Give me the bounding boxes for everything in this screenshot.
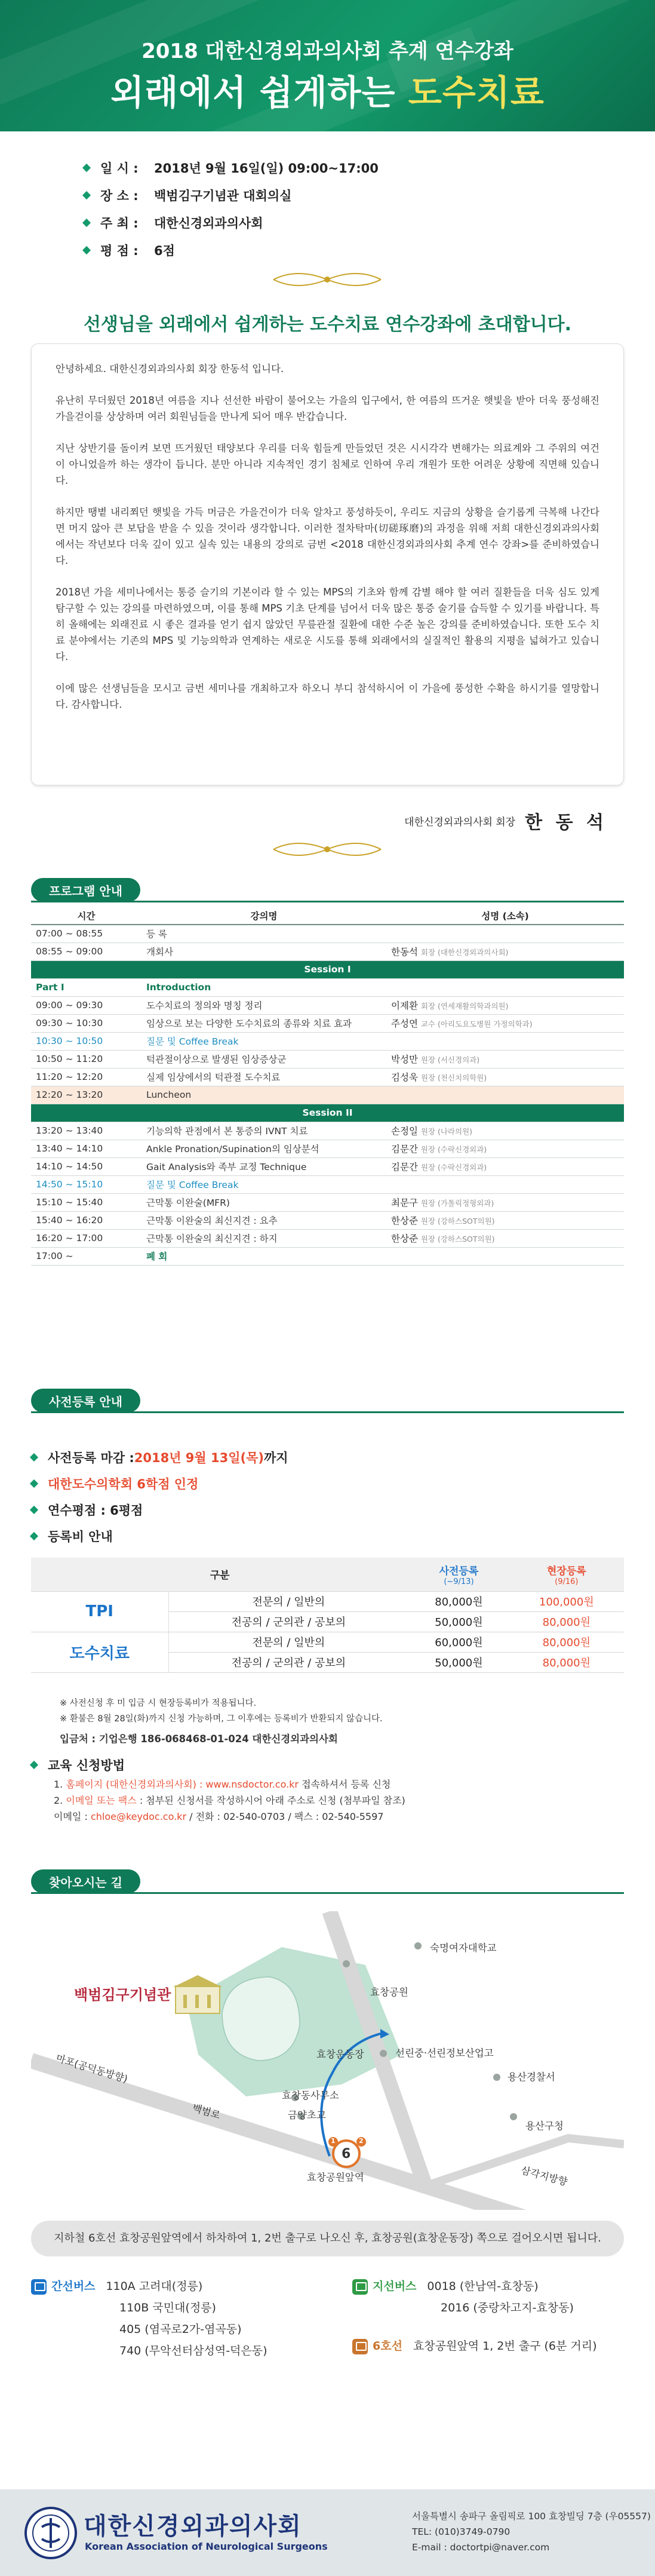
part-label: Part I: [31, 978, 142, 996]
diamond-bullet-icon: [82, 219, 91, 227]
map-label-park: 효창공원: [370, 1987, 408, 1998]
fee-onsite: 80,000원: [509, 1632, 624, 1652]
row-title: 등 록: [142, 925, 386, 942]
program-row: [31, 1140, 624, 1157]
event-info-list: [84, 154, 379, 264]
exit-2-label: 2: [359, 2137, 364, 2145]
registration-item: [31, 1497, 288, 1523]
fee-pre: 60,000원: [408, 1632, 509, 1652]
row-title: 기능의학 관점에서 본 통증의 IVNT 치료: [142, 1122, 386, 1140]
letter-paragraph: 하지만 땡볕 내리쬐던 햇빛을 가득 머금은 가을건이가 더욱 알차고 풍성하듯이, 우리도 지금의 상황을 슬기롭게 극복해 나간다면 머지 않아 큰 보답을 받을 수 있을 것이라 생각합니다. 이러한 절차탁마(切磋琢磨)의 과정을 위해 저희 대한신경외과의사회에서는 작년보다 더욱 깊이 있고 실속 있는 내용의 강의로 금번 <2018 대한신경외과의사회 추계 연수 강좌>를 준비하였습니다.: [56, 506, 599, 566]
diamond-bullet-icon: [30, 1532, 38, 1540]
fee-type: 전공의 / 군의관 / 공보의: [168, 1611, 408, 1632]
break-row: [31, 1032, 624, 1050]
speaker-name: 주성연: [391, 1018, 418, 1029]
diamond-bullet-icon: [82, 191, 91, 199]
bus-line: 2016 (중랑차고지-효창동): [441, 2301, 574, 2314]
program-row: [31, 1122, 624, 1140]
speaker-affiliation: 원장 (수락신경외과): [420, 1163, 487, 1172]
map-label-road-mapo: 마포(공덕동방향): [54, 2052, 130, 2085]
bus-line: 0018 (한남역-효창동): [427, 2280, 539, 2293]
info-key: 일 시 :: [100, 161, 139, 176]
event-subtitle: 2018 대한신경외과의사회 추계 연수강좌: [142, 39, 513, 63]
reg-text: 연수평점 : 6평점: [48, 1503, 143, 1518]
map-label-gu-office: 용산구청: [525, 2120, 564, 2132]
info-value: 6점: [154, 244, 175, 258]
fee-header-row: [31, 1558, 624, 1591]
fee-onsite: 100,000원: [509, 1591, 624, 1611]
row-title: Gait Analysis와 족부 교정 Technique: [142, 1157, 386, 1175]
info-item: [84, 154, 379, 182]
program-section-title: 프로그램 안내: [31, 878, 140, 902]
row-speaker: [386, 1193, 624, 1211]
header-banner: [0, 0, 655, 131]
speaker-affiliation: 회장 (연세재활의학과의원): [420, 1002, 509, 1011]
speaker-name: 손정일: [391, 1126, 418, 1137]
reg-text: 등록비 안내: [48, 1530, 113, 1544]
row-speaker: [386, 1050, 624, 1068]
part-row: [31, 978, 624, 996]
footer-org-name: 대한신경외과의사회: [84, 2513, 302, 2540]
subway-directions-note: 지하철 6호선 효창공원앞역에서 하차하여 1, 2번 출구로 나오신 후, 효창공원(효창운동장) 쪽으로 걸어오시면 됩니다.: [31, 2221, 624, 2256]
row-time: 16:20 ~ 17:00: [31, 1229, 142, 1247]
row-time: 08:55 ~ 09:00: [31, 942, 142, 960]
diamond-bullet-icon: [30, 1506, 38, 1514]
row-title: 폐 회: [142, 1247, 386, 1265]
map-label-road-baekbeom: 백범로: [190, 2102, 222, 2121]
section-divider: [31, 1892, 624, 1894]
fee-onsite: 80,000원: [509, 1652, 624, 1672]
section-divider: [31, 901, 624, 902]
speaker-affiliation: 원장 (서신경의과): [420, 1055, 480, 1064]
session-label: Session I: [31, 960, 624, 978]
apply-line-text: : 첨부된 신청서를 작성하시어 아래 주소로 신청 (첨부파일 참조): [136, 1795, 405, 1806]
session-row: [31, 960, 624, 978]
fee-type: 전문의 / 일반의: [168, 1591, 408, 1611]
letter-paragraph: 지난 상반기를 돌이켜 보면 뜨거웠던 태양보다 우리를 더욱 힘들게 만들었던 것은 시시각각 변해가는 의료계와 그 주위의 여건이 아니었을까 하는 생각이 듭니다. 분만 아니라 지속적인 경기 침체로 인하여 우리 개원가 또한 어려운 상황에 직면해 있습니다.: [56, 443, 599, 486]
speaker-affiliation: 원장 (수락신경외과): [420, 1145, 487, 1154]
fee-note: ※ 사전신청 후 미 입금 시 현장등록비가 적용됩니다.: [60, 1699, 257, 1708]
row-time: 09:00 ~ 09:30: [31, 996, 142, 1014]
map-label-university: 숙명여자대학교: [430, 1942, 497, 1954]
program-row: [31, 996, 624, 1014]
break-row: [31, 1175, 624, 1193]
info-key: 주 최 :: [100, 216, 139, 231]
program-row: [31, 1229, 624, 1247]
fee-table: [31, 1558, 624, 1673]
row-time: 10:30 ~ 10:50: [31, 1032, 142, 1050]
footer-contact: [412, 2509, 651, 2555]
speaker-name: 김문간: [391, 1162, 418, 1172]
subway-block: [352, 2335, 597, 2357]
row-title: 질문 및 Coffee Break: [142, 1175, 624, 1193]
row-speaker: [386, 925, 624, 942]
row-time: 15:40 ~ 16:20: [31, 1211, 142, 1229]
map-label-church: 금양초교: [288, 2110, 326, 2121]
map-label-stadium: 효창운동장: [316, 2049, 364, 2060]
row-time: 14:10 ~ 14:50: [31, 1157, 142, 1175]
fee-note: ※ 환불은 8월 28일(화)까지 신청 가능하며, 그 이후에는 등록비가 반환되지 않습니다.: [60, 1714, 383, 1724]
row-time: 13:40 ~ 14:10: [31, 1140, 142, 1157]
map-label-school: 선린중·선린정보산업고: [395, 2047, 494, 2059]
program-table: [31, 907, 624, 1266]
footer-address: 서울특별시 송파구 올림픽로 100 효창빌딩 7층 (우05557): [412, 2511, 651, 2522]
apply-line: [54, 1776, 405, 1792]
fee-header-category: 구분: [31, 1558, 408, 1591]
letter-signature: [404, 808, 607, 834]
program-row: [31, 1068, 624, 1086]
row-time: 12:20 ~ 13:20: [31, 1086, 142, 1104]
apply-line-highlight: 이메일 또는 팩스: [66, 1795, 137, 1806]
info-key: 평 점 :: [100, 244, 139, 258]
program-header-row: [31, 907, 624, 925]
row-speaker: [386, 1068, 624, 1086]
speaker-affiliation: 원장 (나라의원): [420, 1127, 473, 1136]
apply-method-list: [54, 1776, 405, 1825]
registration-info-list: [31, 1444, 288, 1549]
letter-paragraph: 이에 많은 선생님들을 모시고 금번 세미나를 개최하고자 하오니 부디 참석하시어 이 가을에 풍성한 수확을 하시기를 열망합니다. 감사합니다.: [56, 683, 599, 710]
map-label-road-samgakji: 삼각지방향: [519, 2164, 569, 2188]
fee-pre: 50,000원: [408, 1611, 509, 1632]
diamond-bullet-icon: [82, 246, 91, 254]
row-title: 근막통 이완술의 최신지견 : 요추: [142, 1211, 386, 1229]
info-key: 장 소 :: [100, 189, 139, 203]
bank-account-note: 입금처 : 기업은행 186-068468-01-024 대한신경외과의사회: [60, 1733, 338, 1745]
speaker-affiliation: 원장 (가톨릭정형외과): [420, 1199, 494, 1208]
closing-row: [31, 1247, 624, 1265]
program-row: [31, 1050, 624, 1068]
diamond-bullet-icon: [30, 1479, 38, 1488]
directions-section-title: 찾아오시는 길: [31, 1869, 140, 1893]
row-time: 14:50 ~ 15:10: [31, 1175, 142, 1193]
subway-icon: [352, 2339, 368, 2354]
apply-line-prefix: 2.: [54, 1795, 66, 1806]
row-speaker: [386, 1014, 624, 1032]
row-title: Ankle Pronation/Supination의 임상분석: [142, 1140, 386, 1157]
trunk-bus-block: [31, 2276, 267, 2362]
row-title: 개회사: [142, 942, 386, 960]
diamond-bullet-icon: [30, 1761, 38, 1769]
row-time: 11:20 ~ 12:20: [31, 1068, 142, 1086]
row-title: 임상으로 보는 다양한 도수치료의 종류와 치료 효과: [142, 1014, 386, 1032]
footer-tel: TEL: (010)3749-0790: [412, 2526, 511, 2537]
part-title: Introduction: [142, 978, 624, 996]
letter-paragraph: 안녕하세요. 대한신경외과의사회 회장 한동석 입니다.: [56, 363, 284, 374]
map-label-venue: 백범김구기념관: [74, 1987, 171, 2003]
apply-line-prefix: 1.: [54, 1779, 66, 1790]
program-row: [31, 942, 624, 960]
fee-type: 전공의 / 군의관 / 공보의: [168, 1652, 408, 1672]
footer-email[interactable]: E-mail : doctortpi@naver.com: [412, 2542, 550, 2553]
speaker-affiliation: 회장 (대한신경외과의사회): [420, 948, 509, 957]
registration-item: [31, 1470, 288, 1497]
footer: [0, 2489, 655, 2576]
row-title: 질문 및 Coffee Break: [142, 1032, 624, 1050]
subway-line-label: 6호선: [373, 2339, 402, 2353]
bus-line: 405 (염곡로2가-염곡동): [119, 2323, 242, 2336]
apply-method-heading: [31, 1756, 125, 1774]
fee-header-pre-date: (~9/13): [444, 1577, 474, 1586]
row-speaker: [386, 1229, 624, 1247]
fee-group: TPI: [31, 1591, 168, 1632]
bus-line: 740 (무악선터삼성역-덕은동): [119, 2344, 267, 2357]
branch-bus-block: [352, 2276, 574, 2319]
ornament-divider-icon: [267, 268, 387, 291]
speaker-affiliation: 원장 (천신치의학원): [420, 1073, 487, 1082]
apply-line: [54, 1792, 405, 1809]
fee-group: 도수치료: [31, 1632, 168, 1672]
row-title: Luncheon: [142, 1086, 624, 1104]
fee-type: 전문의 / 일반의: [168, 1632, 408, 1652]
exit-1-label: 1: [331, 2137, 336, 2145]
diamond-bullet-icon: [30, 1453, 38, 1462]
info-item: [84, 237, 379, 264]
header-time: 시간: [31, 907, 142, 925]
info-value: 대한신경외과의사회: [154, 216, 263, 231]
fee-header-onsite: [509, 1558, 624, 1591]
row-speaker: [386, 1211, 624, 1229]
registration-item: [31, 1523, 288, 1549]
row-speaker: [386, 942, 624, 960]
speaker-name: 김문간: [391, 1144, 418, 1155]
info-value: 백범김구기념관 대회의실: [154, 189, 292, 203]
row-title: 턱관절이상으로 발생된 임상증상군: [142, 1050, 386, 1068]
subway-line-6-badge: 6: [342, 2147, 351, 2161]
reg-text-after: 까지: [264, 1451, 288, 1465]
session-row: [31, 1104, 624, 1122]
signature-org: 대한신경외과의사회 회장: [404, 816, 516, 828]
fee-header-pre: [408, 1558, 509, 1591]
map-label-police: 용산경찰서: [508, 2071, 555, 2083]
event-title: [0, 65, 655, 115]
email-link[interactable]: chloe@keydoc.co.kr: [90, 1811, 187, 1822]
info-value: 2018년 9월 16일(일) 09:00~17:00: [154, 161, 379, 176]
map-label-station: 효창공원앞역: [307, 2172, 364, 2183]
reg-deadline: 2018년 9월 13일(목): [134, 1451, 264, 1465]
bus-line: 110A 고려대(정릉): [106, 2280, 203, 2293]
greeting-letter: [31, 343, 624, 785]
row-title: 근막통 이완술(MFR): [142, 1193, 386, 1211]
fee-row: [31, 1632, 624, 1652]
row-speaker: [386, 1157, 624, 1175]
speaker-name: 최문구: [391, 1198, 418, 1208]
speaker-affiliation: 원장 (강하스SOT의원): [420, 1235, 495, 1244]
row-title: 도수치료의 정의와 명칭 정리: [142, 996, 386, 1014]
fee-header-pre-label: 사전등록: [439, 1565, 479, 1577]
speaker-name: 한동석: [391, 947, 418, 957]
apply-line-prefix: 이메일 :: [54, 1811, 91, 1822]
event-title-prefix: 외래에서 쉽게하는: [110, 72, 408, 113]
header-lecture: 강의명: [142, 907, 386, 925]
diamond-bullet-icon: [82, 164, 91, 172]
letter-paragraph: 유난히 무더웠던 2018년 여름을 지나 선선한 바람이 불어오는 가을의 입구에서, 한 여름의 뜨거운 햇빛을 받아 더욱 풍성해진 가을걷이를 상상하며 여러 회원님들을 만나게 되어 매우 반갑습니다.: [56, 395, 599, 422]
apply-line-text: 접속하셔서 등록 신청: [299, 1779, 391, 1790]
invitation-heading: 선생님을 외래에서 쉽게하는 도수치료 연수강좌에 초대합니다.: [83, 314, 572, 335]
speaker-name: 한상준: [391, 1215, 418, 1226]
map-label-office: 효창동사무소: [282, 2090, 339, 2101]
row-empty: [386, 1247, 624, 1265]
row-time: 07:00 ~ 08:55: [31, 925, 142, 942]
fee-header-onsite-label: 현장등록: [546, 1565, 586, 1577]
row-time: 15:10 ~ 15:40: [31, 1193, 142, 1211]
program-row: [31, 1211, 624, 1229]
letter-paragraph: 2018년 가을 세미나에서는 통증 슬기의 기본이라 할 수 있는 MPS의 기초와 함께 감별 해야 할 여러 질환들을 더욱 심도 있게 탐구할 수 있는 강의를 마련하였으며, 이를 통해 MPS 기초 단계를 넘어서 더욱 많은 통증 술기를 습득할 수 있기를 바랍니다. 특히 올해에는 외래진료 시 좋은 결과를 얻기 쉽지 않았던 무릎관절 질환에 대한 수준 높은 강의를 준비하였습니다. 또한 도수 치료 분야에서는 기존의 MPS 및 기능의학과 연계하는 새로운 시도를 통해 외래에서의 실질적인 활용의 지평을 넓혀가고 있습니다.: [56, 587, 599, 662]
speaker-name: 박성만: [391, 1054, 418, 1065]
row-time: 10:50 ~ 11:20: [31, 1050, 142, 1068]
row-title: 실제 임상에서의 턱관절 도수치료: [142, 1068, 386, 1086]
row-time: 17:00 ~: [31, 1247, 142, 1265]
fee-pre: 50,000원: [408, 1652, 509, 1672]
speaker-affiliation: 교수 (아리도요도병원 가정의학과): [420, 1020, 533, 1028]
bus-line: 110B 국민대(정릉): [119, 2301, 216, 2314]
event-title-highlight: 도수치료: [408, 72, 545, 113]
signature-name: 한 동 석: [525, 812, 607, 833]
speaker-affiliation: 원장 (강하스SOT의원): [420, 1217, 495, 1226]
row-speaker: [386, 1122, 624, 1140]
fee-row: [31, 1591, 624, 1611]
reg-text: 사전등록 마감 :: [48, 1451, 134, 1465]
info-item: [84, 182, 379, 209]
association-logo-icon: [24, 2506, 78, 2560]
program-row: [31, 1157, 624, 1175]
row-time: 13:20 ~ 13:40: [31, 1122, 142, 1140]
ornament-divider-icon: [267, 837, 387, 861]
apply-title: 교육 신청방법: [48, 1758, 125, 1773]
fee-pre: 80,000원: [408, 1591, 509, 1611]
speaker-name: 김성욱: [391, 1072, 418, 1083]
section-divider: [31, 1411, 624, 1413]
header-speaker: 성명 (소속): [386, 907, 624, 925]
subway-line-info: 효창공원앞역 1, 2번 출구 (6분 거리): [413, 2339, 597, 2353]
apply-line-text: / 전화 : 02-540-0703 / 팩스 : 02-540-5597: [186, 1811, 384, 1822]
footer-org-english: Korean Association of Neurological Surgeons: [85, 2541, 328, 2552]
program-row: [31, 925, 624, 942]
apply-line: [54, 1809, 405, 1825]
row-speaker: [386, 1140, 624, 1157]
speaker-name: 이제환: [391, 1000, 418, 1011]
reg-credit: 대한도수의학회 6학점 인정: [48, 1477, 199, 1491]
info-item: [84, 209, 379, 237]
branch-bus-label: 지선버스: [373, 2280, 417, 2293]
registration-item: [31, 1444, 288, 1470]
lunch-row: [31, 1086, 624, 1104]
trunk-bus-label: 간선버스: [51, 2280, 96, 2293]
fee-onsite: 80,000원: [509, 1611, 624, 1632]
registration-section-title: 사전등록 안내: [31, 1389, 140, 1413]
homepage-link[interactable]: 홈페이지 (대한신경외과의사회) : www.nsdoctor.co.kr: [66, 1779, 299, 1790]
program-row: [31, 1193, 624, 1211]
speaker-name: 한상준: [391, 1233, 418, 1244]
bus-icon: [31, 2279, 47, 2295]
row-speaker: [386, 996, 624, 1014]
row-time: 09:30 ~ 10:30: [31, 1014, 142, 1032]
fee-header-onsite-date: (9/16): [555, 1577, 579, 1586]
program-row: [31, 1014, 624, 1032]
session-label: Session II: [31, 1104, 624, 1122]
bus-icon: [352, 2279, 368, 2295]
location-map: [31, 1911, 624, 2210]
row-title: 근막통 이완술의 최신지견 : 하지: [142, 1229, 386, 1247]
